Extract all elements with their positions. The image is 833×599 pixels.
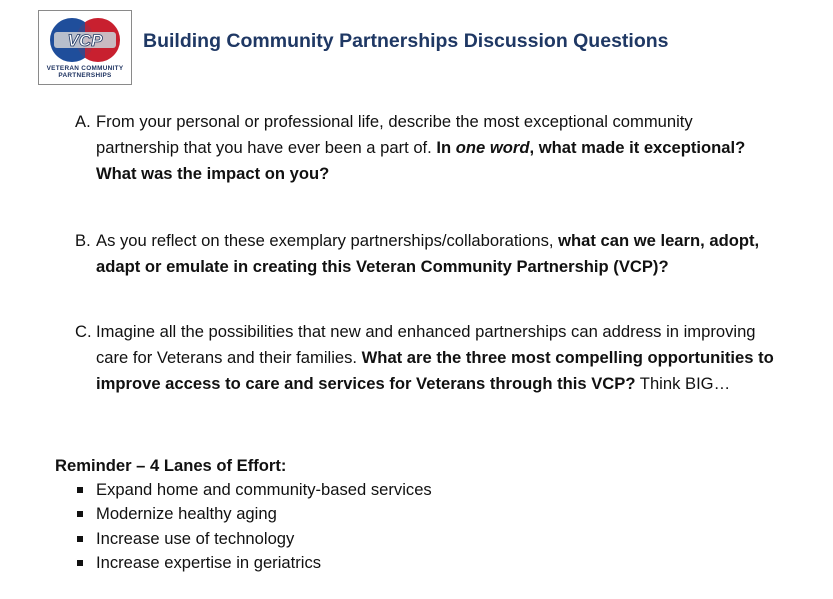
question-text xyxy=(75,319,775,397)
question-plain-text: Imagine all the possibilities that new and enhanced partnerships can address in improving care for Veterans and their families. xyxy=(96,322,756,367)
question-b xyxy=(75,228,775,280)
question-a xyxy=(75,109,775,187)
list-item-text: Expand home and community-based services xyxy=(96,480,432,499)
list-item-text: Modernize healthy aging xyxy=(96,504,277,524)
question-bold-text: In xyxy=(436,138,456,157)
list-item xyxy=(75,527,432,551)
question-marker: C. xyxy=(75,322,92,341)
question-text xyxy=(75,228,775,280)
vcp-logo-icon xyxy=(48,15,122,65)
list-item-text: Increase use of technology xyxy=(96,528,295,548)
logo-tagline-line1: VETERAN COMMUNITY xyxy=(46,65,124,72)
question-bold-text: What are the three most compelling opportunities to improve access to care and services for Veterans through this VCP? xyxy=(96,348,774,393)
square-bullet-icon xyxy=(77,536,83,542)
list-item-text: Increase expertise in geriatrics xyxy=(96,552,322,572)
question-plain-text: Think BIG… xyxy=(635,374,731,393)
question-bold-text: , what made it exceptional? What was the impact on you? xyxy=(96,138,746,183)
question-bold-text: what can we learn, adopt, adapt or emulate in creating this Veteran Community Partnership (VCP)? xyxy=(96,231,760,276)
question-plain-text: From your personal or professional life, describe the most exceptional community partnership that you have ever been a part of. xyxy=(96,112,693,157)
question-c xyxy=(75,319,775,397)
emphasis-one-word: one word xyxy=(455,138,530,157)
lanes-of-effort-list xyxy=(75,478,432,575)
page-title: Building Community Partnerships Discussion Questions xyxy=(143,30,669,52)
square-bullet-icon xyxy=(77,511,83,517)
question-marker: B. xyxy=(75,231,91,250)
question-text xyxy=(75,109,775,187)
reminder-heading: Reminder – 4 Lanes of Effort: xyxy=(55,456,287,475)
logo-tagline-line2: PARTNERSHIPS xyxy=(58,72,112,79)
vcp-logo xyxy=(38,10,132,85)
question-bold-italic-text xyxy=(456,138,530,157)
question-plain-text: As you reflect on these exemplary partnerships/collaborations, xyxy=(96,231,559,250)
list-item xyxy=(75,478,432,502)
question-marker: A. xyxy=(75,112,91,131)
square-bullet-icon xyxy=(77,487,83,493)
square-bullet-icon xyxy=(77,560,83,566)
logo-initials: VCP xyxy=(67,31,103,50)
list-item xyxy=(75,551,432,575)
list-item xyxy=(75,502,432,526)
